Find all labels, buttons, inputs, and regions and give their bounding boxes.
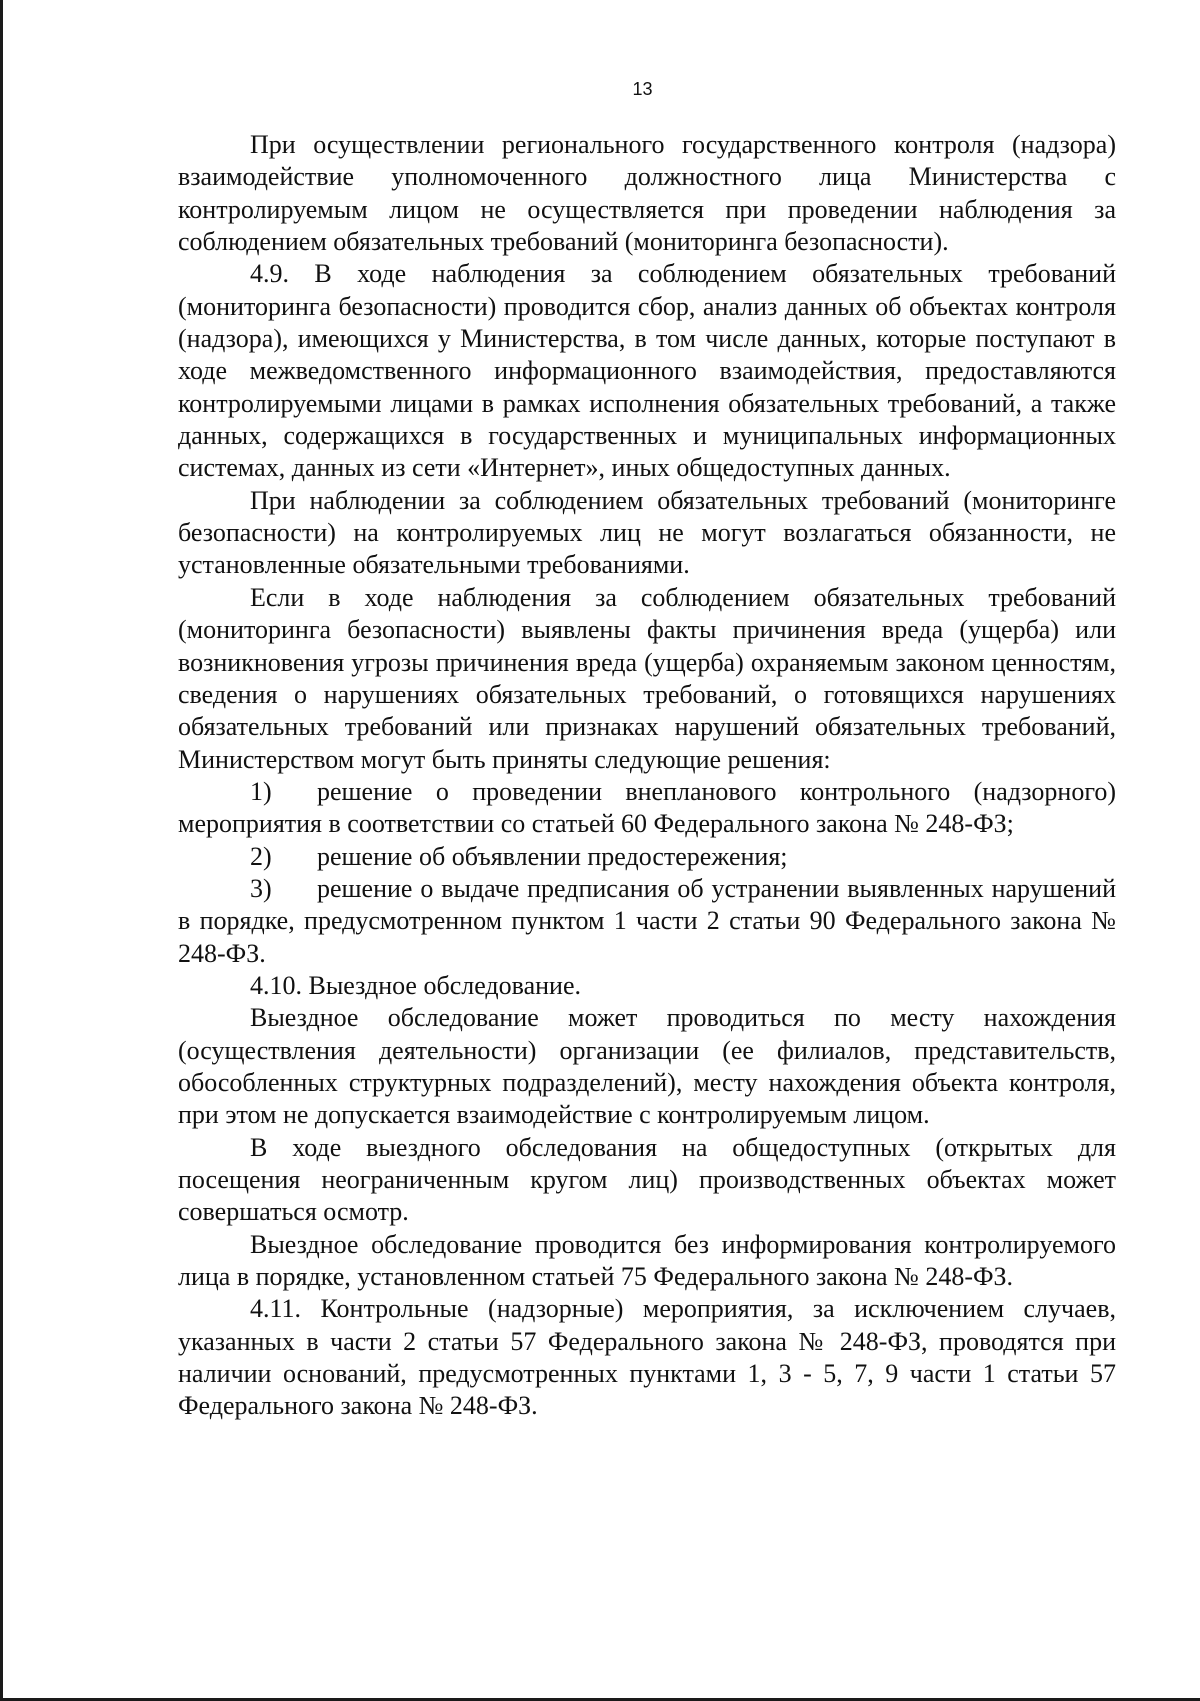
list-item-text: решение об объявлении предостережения; xyxy=(317,841,788,871)
paragraph: Выездное обследование может проводиться по месту нахождения (осуществления деятельности) организации (ее филиалов, представительств, обособленных структурных подразделений), месту нахождения объекта контроля, при этом не допускается взаимодействие с контролируемым лицом. xyxy=(178,1003,1116,1130)
document-body xyxy=(178,129,1116,1423)
list-item-text: решение о проведении внепланового контрольного (надзорного) мероприятия в соответствии со статьей 60 Федерального закона № 248-ФЗ; xyxy=(178,776,1116,839)
list-item-number: 3) xyxy=(250,873,272,903)
paragraph: Если в ходе наблюдения за соблюдением обязательных требований (мониторинга безопасности) выявлены факты причинения вреда (ущерба) или возникновения угрозы причинения вреда (ущерба) охраняемым законом ценностям, сведения о нарушениях обязательных требований, о готовящихся нарушениях обязательных требований или признаках нарушений обязательных требований, Министерством могут быть приняты следующие решения: xyxy=(178,582,1116,774)
list-item xyxy=(178,776,1116,841)
paragraph: 4.11. Контрольные (надзорные) мероприятия, за исключением случаев, указанных в части 2 статьи 57 Федерального закона № 248-ФЗ, проводятся при наличии оснований, предусмотренных пунктами 1, 3 - 5, 7, 9 части 1 статьи 57 Федерального закона № 248-ФЗ. xyxy=(178,1294,1116,1421)
list-item xyxy=(178,873,1116,970)
paragraph: Выездное обследование проводится без информирования контролируемого лица в порядке, установленном статьей 75 Федерального закона № 248-ФЗ. xyxy=(178,1229,1116,1292)
paragraph: При осуществлении регионального государственного контроля (надзора) взаимодействие уполномоченного должностного лица Министерства с контролируемым лицом не осуществляется при проведении наблюдения за соблюдением обязательных требований (мониторинга безопасности). xyxy=(178,130,1116,257)
list-item xyxy=(178,841,1116,873)
paragraph: При наблюдении за соблюдением обязательных требований (мониторинге безопасности) на контролируемых лиц не могут возлагаться обязанности, не установленные обязательными требованиями. xyxy=(178,485,1116,580)
section-heading: 4.10. Выездное обследование. xyxy=(250,970,581,1000)
paragraph: В ходе выездного обследования на общедоступных (открытых для посещения неограниченным кругом лиц) производственных объектах может совершаться осмотр. xyxy=(178,1132,1116,1227)
list-item-text: решение о выдаче предписания об устранении выявленных нарушений в порядке, предусмотренном пунктом 1 части 2 статьи 90 Федерального закона № 248-ФЗ. xyxy=(178,873,1116,968)
paragraph: 4.9. В ходе наблюдения за соблюдением обязательных требований (мониторинга безопасности) проводится сбор, анализ данных об объектах контроля (надзора), имеющихся у Министерства, в том числе данных, которые поступают в ходе межведомственного информационного взаимодействия, предоставляются контролируемыми лицами в рамках исполнения обязательных требований, а также данных, содержащихся в государственных и муниципальных информационных системах, данных из сети «Интернет», иных общедоступных данных. xyxy=(178,259,1116,483)
list-item-number: 1) xyxy=(250,776,272,806)
page-number: 13 xyxy=(632,79,653,99)
scan-edge-left xyxy=(0,0,3,1701)
list-item-number: 2) xyxy=(250,841,272,871)
